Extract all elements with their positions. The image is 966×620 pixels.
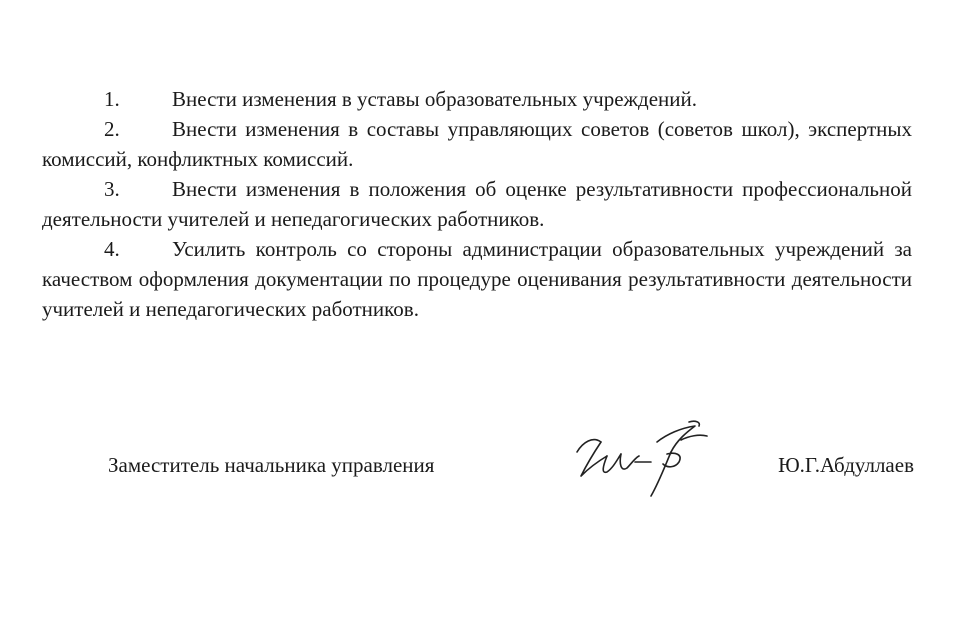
list-item-number: 3. [104, 177, 120, 201]
list-item-number: 4. [104, 237, 120, 261]
list-item [42, 174, 912, 234]
signatory-position: Заместитель начальника управления [108, 453, 435, 477]
list-item [42, 114, 912, 174]
list-item-number: 1. [104, 87, 120, 111]
signature-block [108, 448, 914, 508]
list-item-text: Внести изменения в уставы образовательных учреждений. [172, 87, 697, 111]
numbered-list [42, 84, 912, 324]
list-item-text: Усилить контроль со стороны администрации образовательных учреждений за качеством оформления документации по процедуре оценивания результативности деятельности учителей и непедагогических работников. [42, 237, 912, 321]
list-item-text: Внести изменения в составы управляющих советов (советов школ), экспертных комиссий, конфликтных комиссий. [42, 117, 912, 171]
list-item-text: Внести изменения в положения об оценке результативности профессиональной деятельности учителей и непедагогических работников. [42, 177, 912, 231]
signatory-name: Ю.Г.Абдуллаев [778, 453, 914, 477]
list-item-number: 2. [104, 117, 120, 141]
handwritten-signature [563, 412, 723, 502]
list-item [42, 84, 912, 114]
list-item [42, 234, 912, 324]
